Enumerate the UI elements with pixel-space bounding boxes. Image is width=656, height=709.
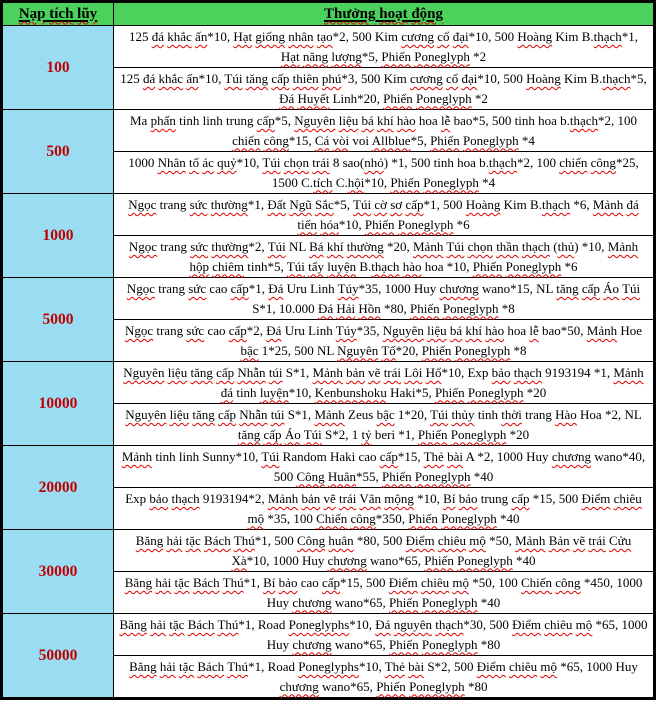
reward-cell: Nguyên liệu tăng cấp Nhẫn túi S*1, Mảnh Zeus bậc 1*20, Túi thủy tinh thời trang Hào Hoa *2, NL tăng cấp Áo Túi S*2, 1 tỷ beri *1, Phiến Poneglyph *20 bbox=[114, 404, 655, 446]
column-header-thuong-hoat-dong bbox=[114, 2, 655, 26]
column-header-label: Thưởng hoạt động bbox=[323, 5, 444, 22]
reward-cell: 125 đá khắc ấn*10, Hạt giống nhân tạo*2, 500 Kim cương cổ đại*10, 500 Hoàng Kim B.thạch*1, Hạt năng lượng*5, Phiến Poneglyph *2 bbox=[114, 26, 655, 68]
amount-cell: 10000 bbox=[2, 362, 114, 446]
table-row bbox=[2, 26, 655, 68]
table-header bbox=[2, 2, 655, 26]
amount-cell: 50000 bbox=[2, 614, 114, 699]
reward-cell: Nguyên liệu tăng cấp Nhẫn túi S*1, Mảnh bản vẽ trái Lôi Hổ*10, Exp bảo thạch 9193194 *1, Mảnh đá tinh luyện*10, Kenbunshoku Haki*5, Phiến Poneglyph *20 bbox=[114, 362, 655, 404]
table-body bbox=[2, 26, 655, 699]
header-row bbox=[2, 2, 655, 26]
amount-cell: 5000 bbox=[2, 278, 114, 362]
amount-cell: 500 bbox=[2, 110, 114, 194]
table-row bbox=[2, 278, 655, 320]
reward-cell: 1000 Nhân tố ác quỷ*10, Túi chọn trái 8 sao(nhỏ) *1, 500 tinh hoa b.thạch*2, 100 chiến công*25, 1500 C.tích C.hội*10, Phiến Poneglyph *4 bbox=[114, 152, 655, 194]
reward-cell: Ngọc trang sức thường*2, Túi NL Bá khí thường *20, Mảnh Túi chọn thần thạch (thủ) *10, Mảnh hộp chiêm tinh*5, Túi tẩy luyện B.thạch hào hoa *10, Phiến Poneglyph *6 bbox=[114, 236, 655, 278]
reward-cell: Băng hải tặc Bách Thú*1, Road Poneglyphs*10, Đá nguyên thạch*30, 500 Điểm chiêu mộ *65, 1000 Huy chương wano*65, Phiến Poneglyph *80 bbox=[114, 614, 655, 656]
reward-cell: Ngọc trang sức cao cấp*2, Đá Uru Linh Túy*35, Nguyên liệu bá khí hào hoa lễ bao*50, Mảnh Hoe bậc 1*25, 500 NL Nguyên Tố*20, Phiến Poneglyph *8 bbox=[114, 320, 655, 362]
table-row bbox=[2, 194, 655, 236]
column-header-label: Nạp tích lũy bbox=[18, 5, 98, 22]
reward-cell: Exp bảo thạch 9193194*2, Mảnh bản vẽ trái Vân mộng *10, Bí bảo trung cấp *15, 500 Điểm chiêu mộ *35, 100 Chiến công*350, Phiến Poneglyph *40 bbox=[114, 488, 655, 530]
table-row bbox=[2, 446, 655, 488]
reward-cell: Ngọc trang sức cao cấp*1, Đá Uru Linh Túy*35, 1000 Huy chương wano*15, NL tăng cấp Áo Túi S*1, 10.000 Đá Hải Hồn *80, Phiến Poneglyph *8 bbox=[114, 278, 655, 320]
table-row bbox=[2, 110, 655, 152]
reward-cell: 125 đá khắc ấn*10, Túi tăng cấp thiên phú*3, 500 Kim cương cổ đại*10, 500 Hoàng Kim B.thạch*5, Đá Huyết Linh*20, Phiến Poneglyph *2 bbox=[114, 68, 655, 110]
table-row bbox=[2, 362, 655, 404]
reward-cell: Băng hải tặc Bách Thú*1, Road Poneglyphs*10, Thẻ bài S*2, 500 Điểm chiêu mộ *65, 1000 Huy chương wano*65, Phiến Poneglyph *80 bbox=[114, 656, 655, 699]
table-row bbox=[2, 530, 655, 572]
amount-cell: 30000 bbox=[2, 530, 114, 614]
amount-cell: 1000 bbox=[2, 194, 114, 278]
reward-cell: Ngọc trang sức thường*1, Đất Ngũ Sắc*5, Túi cờ sơ cấp*1, 500 Hoàng Kim B.thạch *6, Mảnh đá tiến hóa*10, Phiến Poneglyph *6 bbox=[114, 194, 655, 236]
reward-cell: Băng hải tặc Bách Thú*1, 500 Công huân *80, 500 Điểm chiêu mộ *50, Mảnh Bản vẽ trái Cửu Xà*10, 1000 Huy chương wano*65, Phiến Poneglyph *40 bbox=[114, 530, 655, 572]
reward-cell: Mảnh tinh linh Sunny*10, Túi Random Haki cao cấp*15, Thẻ bài A *2, 1000 Huy chương wano*40, 500 Công Huân*55, Phiến Poneglyph *40 bbox=[114, 446, 655, 488]
amount-cell: 20000 bbox=[2, 446, 114, 530]
table-row bbox=[2, 614, 655, 656]
reward-cell: Ma phấn tinh linh trung cấp*5, Nguyên liệu bá khí hào hoa lễ bao*5, 500 tinh hoa b.thạch*2, 100 chiến công*15, Cá vòi voi Allblue*5, Phiến Poneglyph *4 bbox=[114, 110, 655, 152]
amount-cell: 100 bbox=[2, 26, 114, 110]
reward-cell: Băng hải tặc Bách Thú*1, Bí bảo cao cấp*15, 500 Điểm chiêu mộ *50, 100 Chiến công *450, 1000 Huy chương wano*65, Phiến Poneglyph *40 bbox=[114, 572, 655, 614]
column-header-nap-tich-luy bbox=[2, 2, 114, 26]
